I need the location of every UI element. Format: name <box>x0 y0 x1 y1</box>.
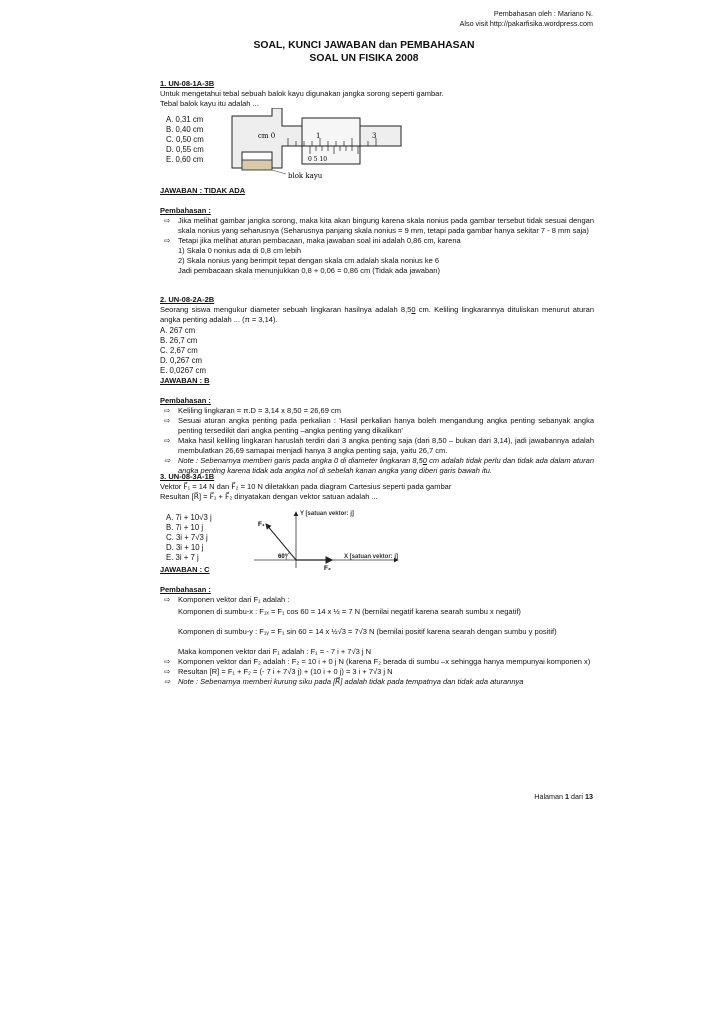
question-1-answer: JAWABAN : TIDAK ADA <box>160 186 246 195</box>
option-b: B. 0,40 cm <box>166 125 204 135</box>
arrow-icon: ⇨ <box>164 667 171 676</box>
q2-bullet-3: ⇨ Maka hasil keliling lingkaran haruslah terdiri dari 3 angka penting saja (dari 8,50 – bukan dari 3,14), jadi jawabannya adalah membulatkan 26,69 samapai menjadi hanya 3 angka penting saja, yaitu 26,7 cm. <box>160 436 594 456</box>
x-axis-label: X [satuan vektor: i] <box>344 554 399 560</box>
arrow-icon: ⇨ <box>164 657 171 666</box>
question-1-label: 1. UN-08-1A-3B <box>160 79 215 88</box>
caliper-mark-3: 3 <box>372 132 377 140</box>
page-number: 1 <box>565 792 570 801</box>
question-1-block <box>160 79 594 109</box>
wood-block-pointer <box>272 170 286 174</box>
caliper-mark-1: 1 <box>316 132 321 140</box>
page-total: 13 <box>585 792 593 801</box>
option-b: B. 7i + 10 j <box>166 523 204 533</box>
q1-bullet-1: ⇨ Jika melihat gambar jangka sorong, maka kita akan bingung karena skala nonius pada gambar tersebut tidak sesuai dengan skala nonius yang seharusnya (Seharusnya panjang skala nonius = 9 mm, tetapi pada gambar hanya sekitar 7 - 8 mm saja) <box>160 216 594 236</box>
option-a: A. 267 cm <box>160 326 196 335</box>
arrow-icon: ⇨ <box>164 416 171 426</box>
option-d: D. 3i + 10 j <box>166 543 204 553</box>
q3-bullet-3: ⇨ Resultan [R] = F₁ + F₂ = (- 7 i + 7√3 j) + (10 i + 0 j) = 3 i + 7√3 j N <box>160 667 594 677</box>
q3-bullet-4: ⇨ Note : Sebenarnya memberi kurung siku pada [R⃗] adalah tidak pada tempatnya dan tidak ada aturannya <box>160 677 594 687</box>
option-e: E. 0,60 cm <box>166 155 204 165</box>
caliper-nonius-label: 0 5 10 <box>308 156 328 163</box>
question-3-options <box>166 513 212 563</box>
q3-bullet-2: ⇨ Komponen vektor dari F₂ adalah : F₂ = 10 i + 0 j N (karena F₂ berada di sumbu –x sehingga hanya mempunyai komponen x) <box>160 657 594 667</box>
option-c: C. 3i + 7√3 j <box>166 533 208 543</box>
angle-label: 60° <box>278 554 288 560</box>
question-3-text: Vektor F⃗₁ = 14 N dan F⃗₂ = 10 N diletakkan pada diagram Cartesius seperti pada gambar <box>160 482 452 491</box>
option-e: E. 0,0267 cm <box>160 366 206 376</box>
question-1-pembahasan-heading: Pembahasan : <box>160 206 211 215</box>
option-c: C. 0,50 cm <box>166 135 204 145</box>
arrow-icon: ⇨ <box>164 216 171 225</box>
title-line-2: SOAL UN FISIKA 2008 <box>309 53 419 64</box>
q3-bullet-1: ⇨ Komponen vektor dari F₁ adalah : <box>160 595 594 605</box>
page-footer: Halaman 1 dari 13 <box>534 792 593 801</box>
arrow-icon: ⇨ <box>164 236 171 245</box>
q1-sub-2: 2) Skala nonius yang berimpit tepat dengan skala cm adalah skala nonius ke 6 <box>178 256 439 265</box>
question-1-solution <box>160 186 594 276</box>
question-1-text: Untuk mengetahui tebal sebuah balok kayu digunakan jangka sorong seperti gambar. <box>160 89 444 98</box>
q3-sub-2: Komponen di sumbu-y : F₁ᵧ = F₁ sin 60 = 14 x ½√3 = 7√3 N (bernilai positif karena searah dengan sumbu y positif) <box>178 627 557 636</box>
question-2-label: 2. UN-08-2A-2B <box>160 295 215 304</box>
document-title <box>0 39 728 65</box>
q3-sub-3: Maka komponen vektor dari F₁ adalah : F₁ = - 7 i + 7√3 j N <box>178 647 372 656</box>
wood-block <box>242 160 272 170</box>
author-line: Pembahasan oleh : Mariano N. <box>493 9 593 18</box>
title-line-1: SOAL, KUNCI JAWABAN dan PEMBAHASAN <box>253 40 475 51</box>
question-3-solution <box>160 565 594 687</box>
arrow-icon: ⇨ <box>164 677 171 686</box>
y-axis-label: Y [satuan vektor: j] <box>300 511 354 517</box>
page-header <box>460 9 593 29</box>
question-2-text: Seorang siswa mengukur diameter sebuah lingkaran hasilnya adalah 8,50 cm. Keliling lingkarannya dituliskan menurut aturan angka penting adalah ... (π = 3,14). <box>160 305 594 324</box>
q2-bullet-1: ⇨ Keliling lingkaran = π.D = 3,14 x 8,50 = 26,69 cm <box>160 406 594 416</box>
option-e: E. 3i + 7 j <box>166 553 199 563</box>
option-b: B. 26,7 cm <box>160 336 198 346</box>
question-3-answer: JAWABAN : C <box>160 565 210 574</box>
question-3-block <box>160 472 594 502</box>
question-2-block <box>160 295 594 476</box>
option-d: D. 0,267 cm <box>160 356 203 366</box>
option-a: A. 7i + 10√3 j <box>166 513 212 522</box>
q2-bullet-2: ⇨ Sesuai aturan angka penting pada perkalian : 'Hasil perkalian hanya boleh mengandung angka penting sebanyak angka penting tersedikit dari angka penting –angka penting yang dikalikan' <box>160 416 594 436</box>
question-1-options <box>166 115 204 165</box>
question-2-answer: JAWABAN : B <box>160 376 210 386</box>
vernier-caliper-figure <box>226 108 406 184</box>
q1-bullet-2: ⇨ Tetapi jika melihat aturan pembacaan, maka jawaban soal ini adalah 0,86 cm, karena <box>160 236 594 246</box>
arrow-icon: ⇨ <box>164 595 171 604</box>
option-c: C. 2,67 cm <box>160 346 198 356</box>
caliper-cm-label: cm 0 <box>258 132 276 140</box>
question-3-text-2: Resultan [R⃗] = F⃗₁ + F⃗₂ dinyatakan dengan vektor satuan adalah ... <box>160 492 378 501</box>
q1-sub-3: Jadi pembacaan skala menunjukkan 0,8 + 0,06 = 0,86 cm (Tidak ada jawaban) <box>178 266 440 275</box>
f1-label: F₁ <box>258 521 265 528</box>
arrow-icon: ⇨ <box>164 436 171 446</box>
question-3-label: 3. UN-08-3A-1B <box>160 472 215 481</box>
q1-sub-1: 1) Skala 0 nonius ada di 0,8 cm lebih <box>178 246 301 255</box>
question-2-options <box>160 326 594 376</box>
website-line: Also visit http://pakarfisika.wordpress.com <box>459 19 593 28</box>
q2-bullet-4: ⇨ Note : Sebenarnya memberi garis pada angka 0 di diameter lingkaran 8,50 cm adalah tidak perlu dan tidak ada dalam aturan angka penting karena tidak ada angka nol di sebelah kanan angka yang diberi garis bawah itu. <box>160 456 594 476</box>
question-2-pembahasan-heading: Pembahasan : <box>160 396 211 406</box>
f2-label: F₂ <box>324 565 331 572</box>
arrow-icon: ⇨ <box>164 456 171 466</box>
q3-sub-1: Komponen di sumbu-x : F₁ₓ = F₁ cos 60 = 14 x ½ = 7 N (bernilai negatif karena searah sumbu x negatif) <box>178 607 521 616</box>
arrow-icon: ⇨ <box>164 406 171 416</box>
option-a: A. 0,31 cm <box>166 115 204 124</box>
option-d: D. 0,55 cm <box>166 145 204 155</box>
question-3-pembahasan-heading: Pembahasan : <box>160 585 211 594</box>
question-1-text-2: Tebal balok kayu itu adalah ... <box>160 99 259 108</box>
wood-block-label: blok kayu <box>288 172 323 180</box>
